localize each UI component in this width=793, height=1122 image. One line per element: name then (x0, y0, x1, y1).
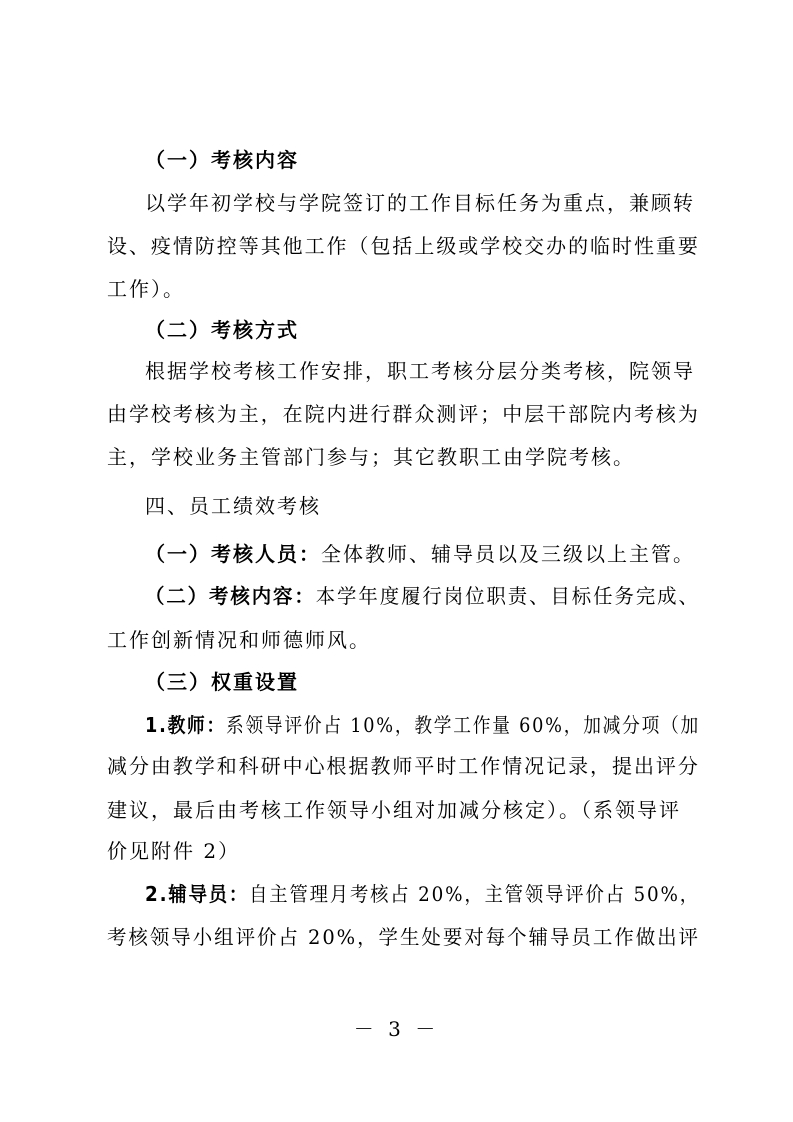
item-assessment-content (145, 583, 700, 609)
paragraph-line: 设、疫情防控等其他工作（包括上级或学校交办的临时性重要 (107, 234, 700, 258)
paragraph-line: 根据学校考核工作安排，职工考核分层分类考核，院领导 (145, 359, 695, 383)
paragraph-line: 工作创新情况和师德师风。 (107, 628, 371, 652)
item-text: 全体教师、辅导员以及三级以上主管。 (321, 542, 695, 566)
section-heading-weight-settings: （三）权重设置 (145, 670, 299, 694)
page-number: － 3 － (353, 1017, 440, 1041)
paragraph-line: 减分由教学和科研中心根据教师平时工作情况记录，提出评分 (107, 754, 700, 778)
paragraph-line: 由学校考核为主，在院内进行群众测评；中层干部院内考核为 (107, 402, 700, 426)
paragraph-line: 工作）。 (107, 277, 185, 301)
item-text: 本学年度履行岗位职责、目标任务完成、 (315, 584, 700, 608)
counselor-weight-item (145, 881, 700, 907)
paragraph-line: 主，学校业务主管部门参与；其它教职工由学院考核。 (107, 445, 635, 469)
paragraph-line: 考核领导小组评价占 20%，学生处要对每个辅导员工作做出评 (107, 925, 700, 949)
paragraph-line: 建议，最后由考核工作领导小组对加减分核定）。（系领导评 (107, 798, 681, 822)
paragraph-line: 以学年初学校与学院签订的工作目标任务为重点，兼顾转 (145, 191, 695, 215)
item-assessment-personnel (145, 541, 695, 567)
teacher-weight-item (145, 712, 700, 738)
item-label: （一）考核人员： (145, 542, 321, 566)
section-heading-assessment-method: （二）考核方式 (145, 318, 299, 342)
chapter-heading: 四、员工绩效考核 (145, 494, 321, 518)
item-label: （二）考核内容： (145, 584, 316, 608)
item-text: 自主管理月考核占 20%，主管领导评价占 50%， (249, 882, 700, 906)
item-text: 系领导评价占 10%，教学工作量 60%，加减分项（加 (225, 713, 701, 737)
item-label: 1.教师： (145, 713, 226, 737)
item-label: 2.辅导员： (145, 882, 250, 906)
section-heading-assessment-content: （一）考核内容 (145, 148, 299, 172)
paragraph-line: 价见附件 2） (107, 839, 241, 863)
